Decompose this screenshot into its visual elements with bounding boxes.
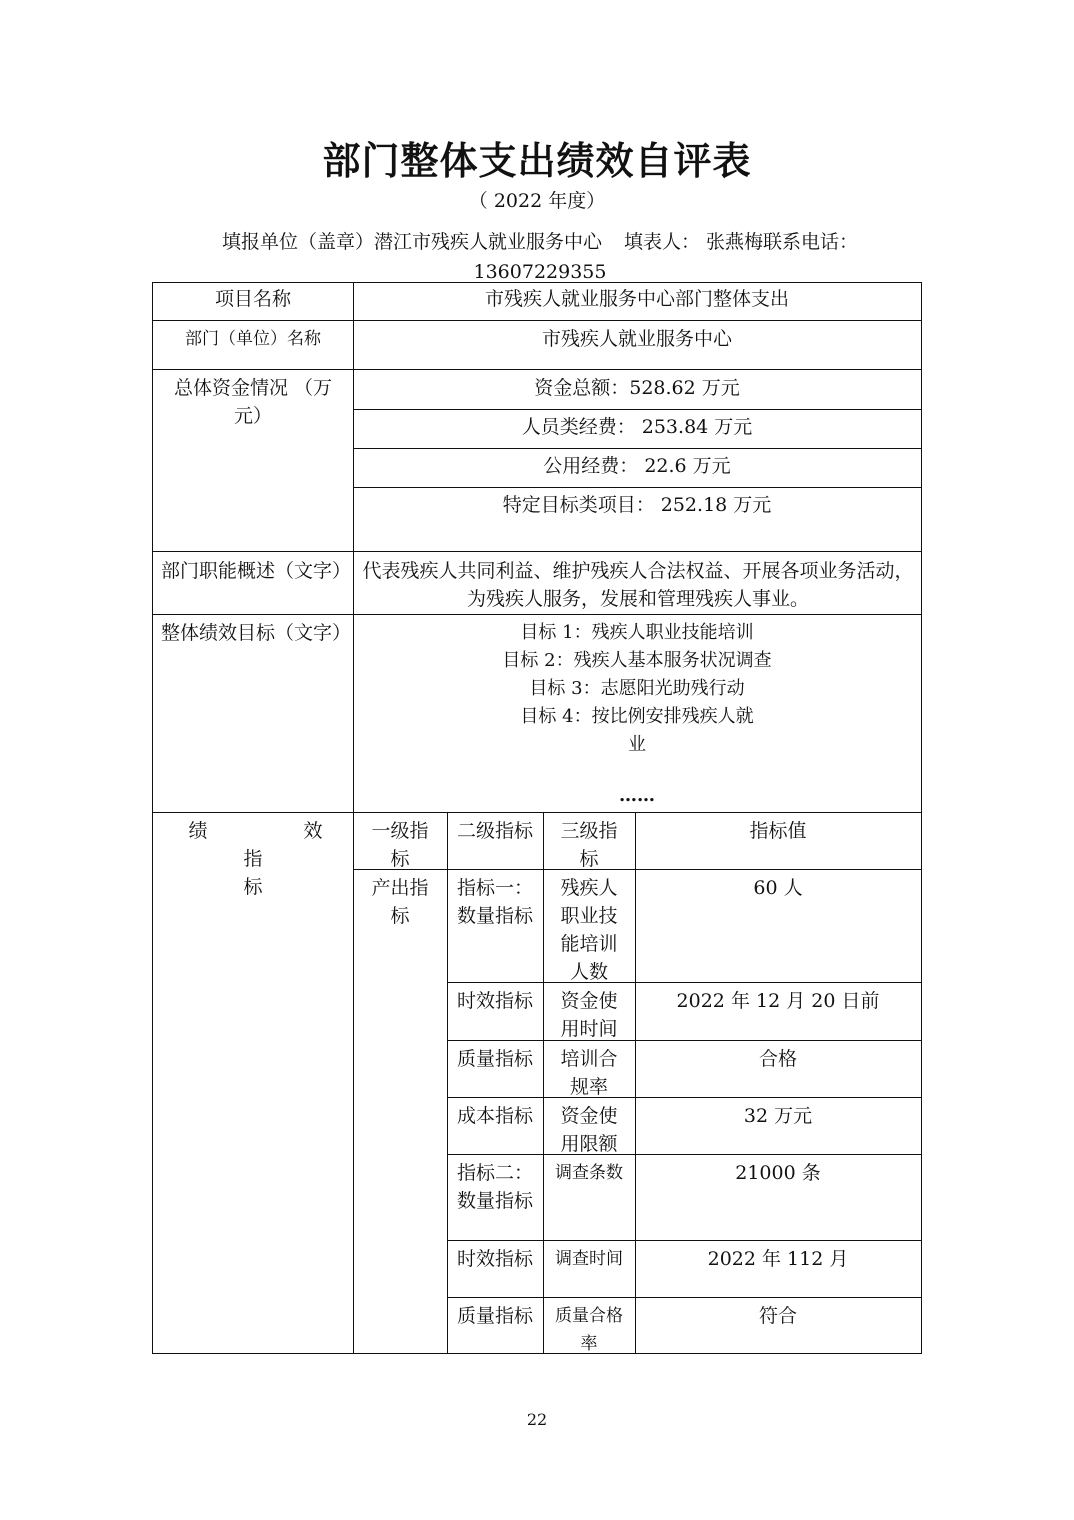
funds-specific: 特定目标类项目： 252.18 万元 bbox=[502, 494, 772, 516]
perf-label-biao: 标 bbox=[243, 876, 263, 898]
row1-value: 60 人 bbox=[753, 877, 803, 899]
row2-level2: 时效指标 bbox=[457, 990, 534, 1012]
funds-personnel: 人员类经费： 253.84 万元 bbox=[521, 416, 753, 438]
perf-label-zhi: 指 bbox=[243, 848, 263, 870]
row2-value: 2022 年 12 月 20 日前 bbox=[676, 990, 880, 1012]
row3-level2: 质量指标 bbox=[457, 1048, 534, 1070]
funds-total: 资金总额：528.62 万元 bbox=[534, 377, 740, 399]
page-number: 22 bbox=[526, 1410, 548, 1429]
row3-value: 合格 bbox=[758, 1048, 797, 1070]
filler-unit: 填报单位（盖章）潜江市残疾人就业服务中心 bbox=[221, 231, 602, 253]
header-value: 指标值 bbox=[749, 820, 807, 842]
report-year: （ 2022 年度） bbox=[468, 190, 606, 212]
row6-value: 2022 年 112 月 bbox=[707, 1248, 849, 1270]
dept-name-label: 部门（单位）名称 bbox=[185, 329, 321, 349]
level1-output: 产出指标 bbox=[371, 877, 429, 927]
row2-level3: 资金使用时间 bbox=[560, 990, 618, 1040]
funds-label: 总体资金情况 （万元） bbox=[173, 377, 333, 427]
goals-ellipsis: …… bbox=[619, 785, 655, 806]
row1-level3: 残疾人职业技能培训人数 bbox=[560, 877, 618, 983]
header-level1: 一级指标 bbox=[371, 820, 429, 870]
funds-public: 公用经费： 22.6 万元 bbox=[543, 455, 731, 477]
row5-level3: 调查条数 bbox=[555, 1163, 623, 1183]
function-value: 代表残疾人共同利益、维护残疾人合法权益、开展各项业务活动，为残疾人服务，发展和管理残疾人事业。 bbox=[362, 560, 914, 610]
row1-level2: 指标一：数量指标 bbox=[456, 877, 533, 927]
goal-1: 目标 1：残疾人职业技能培训 bbox=[520, 622, 754, 643]
row7-level3: 质量合格率 bbox=[555, 1306, 623, 1354]
filler-person: 填表人： 张燕梅联系电话： bbox=[623, 231, 859, 253]
page-title: 部门整体支出绩效自评表 bbox=[322, 139, 752, 183]
row4-value: 32 万元 bbox=[743, 1105, 813, 1127]
row7-value: 符合 bbox=[758, 1305, 797, 1327]
row5-value: 21000 条 bbox=[735, 1162, 821, 1184]
dept-name-value: 市残疾人就业服务中心 bbox=[541, 328, 732, 350]
perf-label-xiao: 效 bbox=[303, 820, 323, 842]
row7-level2: 质量指标 bbox=[457, 1305, 534, 1327]
row5-level2: 指标二：数量指标 bbox=[456, 1162, 533, 1212]
row4-level2: 成本指标 bbox=[457, 1105, 534, 1127]
project-name-label: 项目名称 bbox=[214, 288, 291, 310]
goal-4-cont: 业 bbox=[628, 734, 646, 755]
perf-label-ji: 绩 bbox=[188, 820, 208, 842]
self-evaluation-table bbox=[152, 282, 922, 1354]
row6-level3: 调查时间 bbox=[555, 1249, 623, 1269]
goal-4: 目标 4：按比例安排残疾人就 bbox=[520, 706, 754, 727]
row6-level2: 时效指标 bbox=[457, 1248, 534, 1270]
function-label: 部门职能概述（文字） bbox=[161, 560, 352, 582]
row4-level3: 资金使用限额 bbox=[560, 1105, 618, 1155]
goal-3: 目标 3：志愿阳光助残行动 bbox=[529, 678, 745, 699]
project-name-value: 市残疾人就业服务中心部门整体支出 bbox=[484, 288, 789, 310]
header-level2: 二级指标 bbox=[457, 820, 534, 842]
filler-phone: 13607229355 bbox=[473, 261, 607, 283]
row3-level3: 培训合规率 bbox=[560, 1048, 618, 1098]
goals-label: 整体绩效目标（文字） bbox=[161, 622, 352, 644]
goal-2: 目标 2：残疾人基本服务状况调查 bbox=[502, 650, 772, 671]
filler-info bbox=[170, 227, 910, 287]
header-level3: 三级指标 bbox=[560, 820, 618, 870]
